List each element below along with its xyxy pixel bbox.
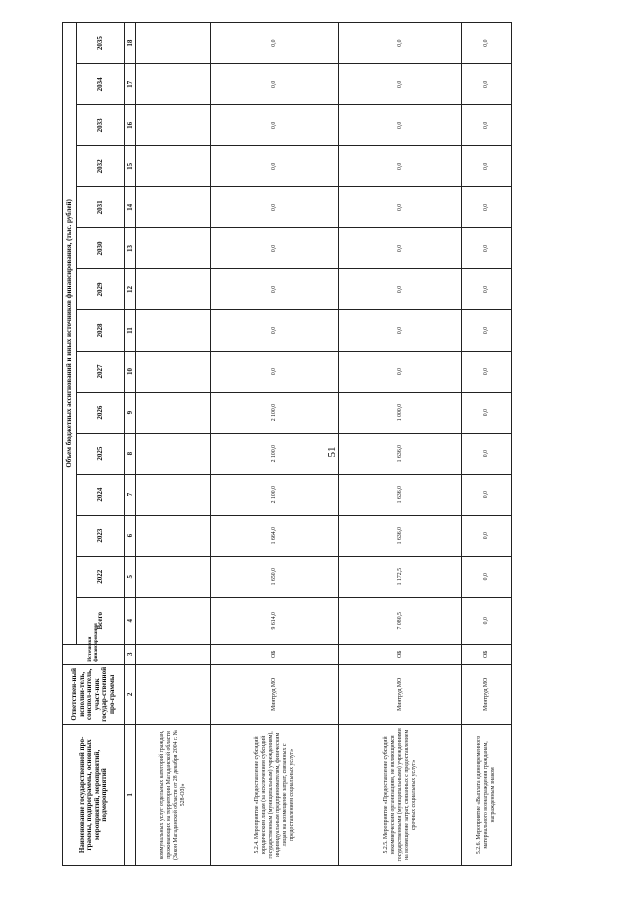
column-index-cell: 18 — [125, 23, 136, 64]
row-name: 5.2.6. Мероприятие «Выплата единовременного материального вознаграждения гражданам, награжденным знаком — [462, 724, 512, 865]
page-number: 51 — [326, 446, 338, 458]
column-index-cell: 13 — [125, 228, 136, 269]
column-index-cell: 3 — [125, 644, 136, 664]
row-year-value: 0,0 — [339, 64, 462, 105]
row-year-value: 0,0 — [211, 351, 339, 392]
header-year: 2027 — [77, 351, 125, 392]
row-source: ОБ — [339, 644, 462, 664]
header-name: Наименование государственной про-граммы, подпрограммы, основных мероприятий, мероприятий, подмероприятий — [63, 724, 125, 865]
row-total-value: 0,0 — [462, 597, 512, 644]
header-year: 2022 — [77, 556, 125, 597]
table-row — [339, 23, 462, 866]
row-year-value — [135, 556, 211, 597]
row-total-value: 7 080,5 — [339, 597, 462, 644]
row-responsible: Минтруд МО — [211, 664, 339, 724]
header-year: 2028 — [77, 310, 125, 351]
row-year-value: 1 664,0 — [211, 515, 339, 556]
row-year-value: 1 172,5 — [339, 556, 462, 597]
row-year-value: 0,0 — [211, 105, 339, 146]
row-year-value: 0,0 — [462, 433, 512, 474]
row-year-value — [135, 228, 211, 269]
header-responsible: Ответствен-ный исполни-тель, соиспол-нитель, участ-ник государ-ственной про-граммы — [63, 664, 125, 724]
column-index-cell: 8 — [125, 433, 136, 474]
header-year: 2030 — [77, 228, 125, 269]
row-year-value: 2 100,0 — [211, 474, 339, 515]
row-year-value: 0,0 — [462, 269, 512, 310]
row-year-value: 0,0 — [211, 23, 339, 64]
row-year-value — [135, 146, 211, 187]
row-year-value: 0,0 — [462, 515, 512, 556]
row-year-value: 0,0 — [211, 187, 339, 228]
row-year-value: 0,0 — [462, 474, 512, 515]
row-year-value: 0,0 — [462, 146, 512, 187]
header-year: 2029 — [77, 269, 125, 310]
row-year-value — [135, 433, 211, 474]
row-year-value — [135, 187, 211, 228]
row-year-value: 1 636,0 — [339, 433, 462, 474]
table-row — [135, 23, 211, 866]
row-year-value — [135, 392, 211, 433]
row-year-value: 1 000,0 — [339, 392, 462, 433]
row-responsible — [135, 664, 211, 724]
header-funding-group: Объем бюджетных ассигнований и иных источников финансирования, (тыс. рублей) — [63, 23, 77, 645]
column-index-cell: 11 — [125, 310, 136, 351]
row-year-value: 0,0 — [462, 310, 512, 351]
column-index-row — [125, 23, 136, 866]
row-year-value: 0,0 — [462, 556, 512, 597]
row-year-value: 0,0 — [462, 187, 512, 228]
header-year: 2025 — [77, 433, 125, 474]
header-year: 2033 — [77, 105, 125, 146]
table-row — [211, 23, 339, 866]
row-source: ОБ — [462, 644, 512, 664]
row-year-value — [135, 23, 211, 64]
header-source: Источники финансирования — [63, 644, 125, 664]
row-year-value: 0,0 — [339, 269, 462, 310]
row-year-value: 0,0 — [462, 351, 512, 392]
row-year-value: 0,0 — [339, 351, 462, 392]
row-year-value — [135, 64, 211, 105]
column-index-cell: 4 — [125, 597, 136, 644]
header-year: 2026 — [77, 392, 125, 433]
row-year-value: 0,0 — [211, 64, 339, 105]
row-responsible: Минтруд МО — [339, 664, 462, 724]
row-year-value: 1 636,0 — [339, 474, 462, 515]
row-year-value: 2 100,0 — [211, 392, 339, 433]
header-year: 2031 — [77, 187, 125, 228]
row-source — [135, 644, 211, 664]
row-name: 5.2.4. Мероприятие «Предоставление субсидий юридическим лицам (за исключением субсидий государственным (муниципальным) учреждениям), индивидуальным предпринимателям, физическим лицам на возмещение затрат, связанных с предоставлением социальных услуг» — [211, 724, 339, 865]
header-year: 2024 — [77, 474, 125, 515]
row-total-value: 9 614,0 — [211, 597, 339, 644]
column-index-cell: 7 — [125, 474, 136, 515]
header-year: 2023 — [77, 515, 125, 556]
row-year-value — [135, 515, 211, 556]
row-year-value: 0,0 — [462, 392, 512, 433]
row-year-value: 0,0 — [339, 23, 462, 64]
row-year-value: 0,0 — [339, 187, 462, 228]
column-index-cell: 9 — [125, 392, 136, 433]
funding-table — [62, 22, 512, 866]
row-year-value: 0,0 — [211, 269, 339, 310]
row-year-value: 0,0 — [211, 310, 339, 351]
row-year-value: 0,0 — [462, 105, 512, 146]
column-index-cell: 5 — [125, 556, 136, 597]
row-year-value: 0,0 — [462, 228, 512, 269]
header-year: 2035 — [77, 23, 125, 64]
row-year-value: 0,0 — [211, 146, 339, 187]
column-index-cell: 12 — [125, 269, 136, 310]
row-year-value: 0,0 — [462, 64, 512, 105]
row-name: коммунальных услуг отдельных категорий граждан, проживающих на территории Магаданской области (Закон Магаданской области от 28 декабря 2004 г. № 528-ОЗ)» — [135, 724, 211, 865]
funding-table-container — [62, 22, 512, 866]
row-year-value — [135, 474, 211, 515]
header-year: 2034 — [77, 64, 125, 105]
row-source: ОБ — [211, 644, 339, 664]
table-row — [462, 23, 512, 866]
row-year-value: 0,0 — [211, 228, 339, 269]
column-index-cell: 16 — [125, 105, 136, 146]
row-year-value — [135, 351, 211, 392]
row-name: 5.2.5. Мероприятие «Предоставление субсидий некоммерческим организациям, не являющимся государственными (муниципальными) учреждениями на возмещение затрат, связанных с предоставлением срочных социальных услуг» — [339, 724, 462, 865]
column-index-cell: 1 — [125, 724, 136, 865]
header-total: Всего — [77, 597, 125, 644]
column-index-cell: 10 — [125, 351, 136, 392]
column-index-cell: 6 — [125, 515, 136, 556]
row-year-value: 0,0 — [339, 310, 462, 351]
row-year-value: 0,0 — [339, 146, 462, 187]
row-responsible: Минтруд МО — [462, 664, 512, 724]
row-year-value: 0,0 — [462, 23, 512, 64]
row-year-value: 0,0 — [339, 228, 462, 269]
column-index-cell: 15 — [125, 146, 136, 187]
row-year-value: 2 100,0 — [211, 433, 339, 474]
column-index-cell: 14 — [125, 187, 136, 228]
row-year-value — [135, 310, 211, 351]
row-year-value: 1 636,0 — [339, 515, 462, 556]
row-year-value — [135, 105, 211, 146]
header-year: 2032 — [77, 146, 125, 187]
row-year-value — [135, 269, 211, 310]
column-index-cell: 2 — [125, 664, 136, 724]
row-total-value — [135, 597, 211, 644]
row-year-value: 1 650,0 — [211, 556, 339, 597]
column-index-cell: 17 — [125, 64, 136, 105]
row-year-value: 0,0 — [339, 105, 462, 146]
